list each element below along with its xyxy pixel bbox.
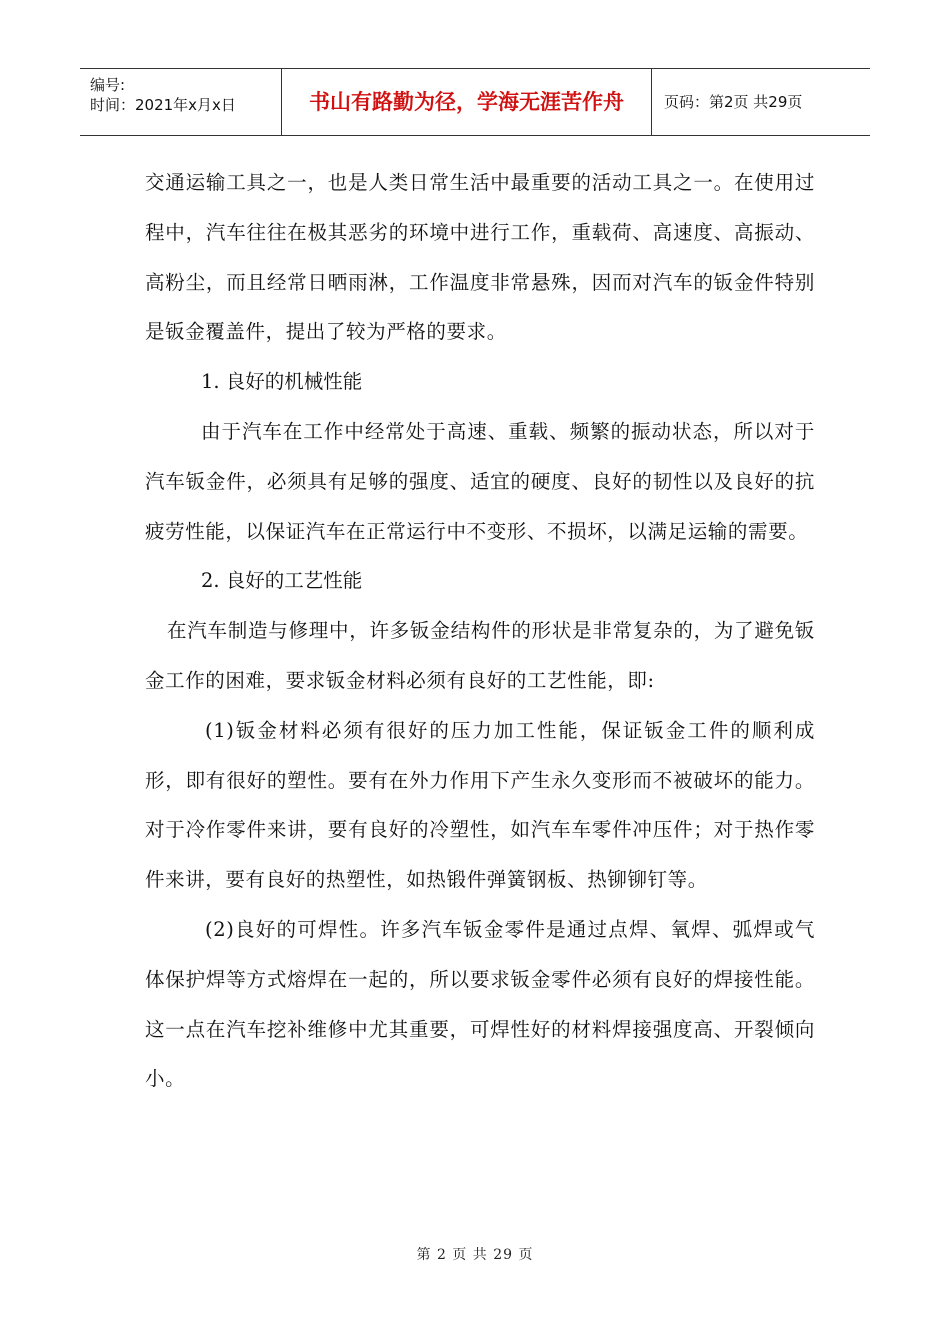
page-header (80, 68, 870, 136)
paragraph-process: 在汽车制造与修理中，许多钣金结构件的形状是非常复杂的，为了避免钣金工作的困难，要求钣金材料必须有良好的工艺性能，即: (145, 619, 815, 692)
paragraph-mechanical: 由于汽车在工作中经常处于高速、重载、频繁的振动状态，所以对于汽车钣金件，必须具有足够的强度、适宜的硬度、良好的韧性以及良好的抗疲劳性能，以保证汽车在正常运行中不变形、不损坏，以满足运输的需要。 (145, 419, 815, 543)
section-heading-process: 2. 良好的工艺性能 (201, 569, 363, 593)
header-motto: 书山有路勤为径，学海无涯苦作舟 (282, 69, 652, 135)
page-footer: 第 2 页 共 29 页 (416, 1247, 534, 1263)
paragraph-intro: 交通运输工具之一，也是人类日常生活中最重要的活动工具之一。在使用过程中，汽车往往在极其恶劣的环境中进行工作，重载荷、高速度、高振动、高粉尘，而且经常日晒雨淋，工作温度非常悬殊，因而对汽车的钣金件特别是钣金覆盖件，提出了较为严格的要求。 (145, 171, 815, 344)
paragraph-plasticity: (1)钣金材料必须有很好的压力加工性能，保证钣金工件的顺利成形，即有很好的塑性。要有在外力作用下产生永久变形而不被破坏的能力。对于冷作零件来讲，要有良好的冷塑性，如汽车车零件冲压件；对于热作零件来讲，要有良好的热塑性，如热锻件弹簧钢板、热铆铆钉等。 (145, 718, 815, 892)
paragraph-weldability: (2)良好的可焊性。许多汽车钣金零件是通过点焊、氧焊、弧焊或气体保护焊等方式熔焊在一起的，所以要求钣金零件必须有良好的焊接性能。这一点在汽车挖补维修中尤其重要，可焊性好的材料焊接强度高、开裂倾向小。 (145, 917, 815, 1091)
document-body (145, 158, 815, 1104)
document-number-label: 编号: (90, 76, 126, 94)
document-time-label: 时间：2021年x月x日 (90, 96, 236, 114)
header-page-info: 页码：第2页 共29页 (664, 93, 803, 111)
section-heading-mechanical: 1. 良好的机械性能 (201, 370, 363, 394)
header-meta (80, 69, 282, 135)
